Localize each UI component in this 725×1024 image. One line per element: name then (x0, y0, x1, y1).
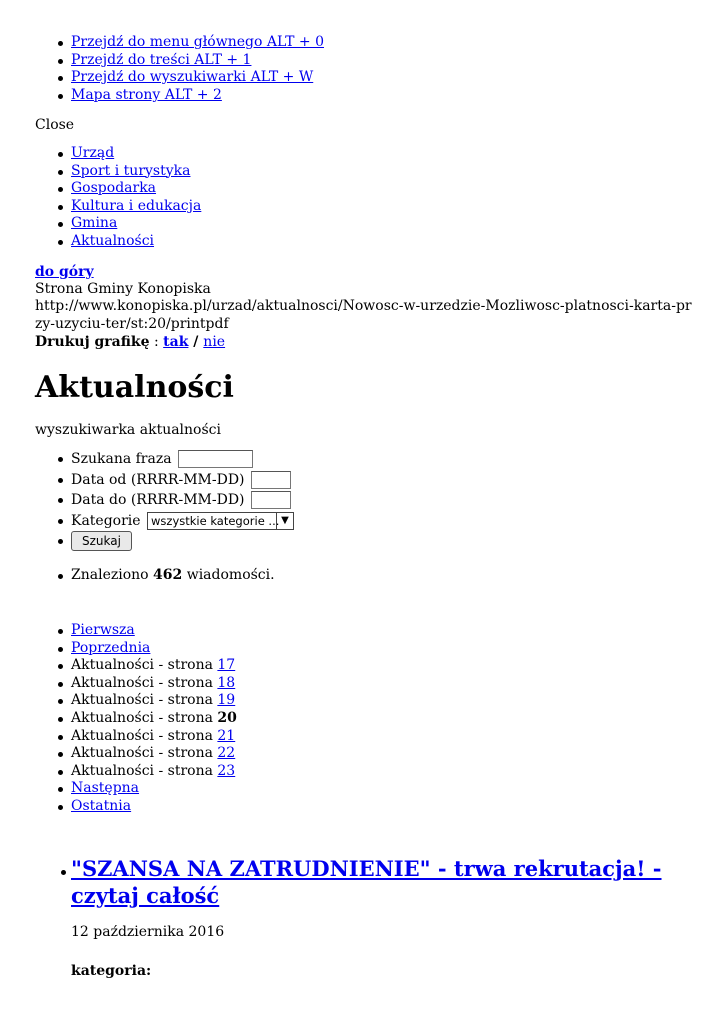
results-count: 462 (153, 567, 183, 583)
pager-item (71, 798, 237, 816)
pager-item (71, 710, 237, 728)
search-submit-button[interactable]: Szukaj (71, 531, 132, 551)
pager-page-prefix: Aktualności - strona (71, 727, 218, 744)
pager-item (71, 728, 237, 746)
news-title-link[interactable]: "SZANSA NA ZATRUDNIENIE" - trwa rekrutacja! - czytaj całość (71, 856, 662, 908)
search-phrase-row (71, 449, 294, 470)
results-summary (71, 567, 275, 585)
results-suffix: wiadomości. (182, 567, 275, 583)
news-bullet (61, 870, 66, 875)
pager-item (71, 622, 237, 640)
menu-item (71, 233, 201, 251)
pager-item (71, 640, 237, 658)
pager-current-page: 20 (217, 709, 237, 726)
print-sep-2: / (188, 334, 204, 350)
pager-page-17[interactable]: 17 (217, 657, 236, 674)
pager-item (71, 692, 237, 710)
pager-first-link[interactable]: Pierwsza (71, 622, 135, 638)
main-menu (71, 145, 201, 251)
to-top-wrapper (35, 264, 94, 281)
pager-page-prefix: Aktualności - strona (71, 657, 218, 674)
search-phrase-input[interactable] (178, 450, 253, 468)
results-prefix: Znaleziono (71, 567, 154, 583)
menu-item-aktualnosci[interactable]: Aktualności (71, 232, 155, 249)
category-selected-value: wszystkie kategorie ... (151, 513, 280, 528)
pager-page-23[interactable]: 23 (217, 762, 236, 779)
pagination (71, 622, 237, 816)
search-phrase-label: Szukana fraza (71, 451, 172, 467)
menu-item (71, 180, 201, 198)
skip-to-search-link[interactable]: Przejdź do wyszukiwarki ALT + W (71, 69, 314, 86)
pager-page-21[interactable]: 21 (217, 727, 236, 744)
skip-links (71, 34, 324, 104)
date-from-label: Data od (RRRR-MM-DD) (71, 471, 245, 488)
print-graphics-yes-link[interactable]: tak (163, 334, 189, 350)
skip-link-item (71, 69, 324, 87)
pager-item (71, 675, 237, 693)
date-to-row (71, 490, 294, 511)
pager-item (71, 745, 237, 763)
menu-item-gmina[interactable]: Gmina (71, 215, 118, 232)
news-item (71, 855, 691, 909)
page-title: Aktualności (35, 370, 234, 405)
site-name: Strona Gminy Konopiska (35, 281, 211, 297)
pager-page-22[interactable]: 22 (217, 745, 236, 762)
skip-to-menu-link[interactable]: Przejdź do menu głównego ALT + 0 (71, 34, 324, 50)
news-category-label: kategoria: (71, 963, 152, 979)
print-graphics-label: Drukuj grafikę (35, 334, 150, 350)
menu-item (71, 215, 201, 233)
pager-last-link[interactable]: Ostatnia (71, 797, 132, 814)
category-select[interactable] (147, 512, 294, 530)
category-label: Kategorie (71, 512, 141, 529)
dropdown-arrow-icon[interactable]: ▼ (276, 513, 293, 529)
pager-prev-link[interactable]: Poprzednia (71, 639, 151, 656)
pager-page-18[interactable]: 18 (217, 674, 236, 691)
pager-page-prefix: Aktualności - strona (71, 762, 218, 779)
skip-to-content-link[interactable]: Przejdź do treści ALT + 1 (71, 51, 252, 68)
menu-item-gospodarka[interactable]: Gospodarka (71, 180, 157, 197)
submit-row (71, 531, 294, 552)
menu-item-urzad[interactable]: Urząd (71, 145, 115, 161)
pager-item (71, 780, 237, 798)
menu-item-sport[interactable]: Sport i turystyka (71, 162, 191, 179)
pager-page-prefix: Aktualności - strona (71, 745, 218, 762)
print-graphics-no-link[interactable]: nie (203, 334, 226, 350)
search-title: wyszukiwarka aktualności (35, 422, 221, 438)
sitemap-link[interactable]: Mapa strony ALT + 2 (71, 86, 222, 103)
menu-item-kultura[interactable]: Kultura i edukacja (71, 197, 202, 214)
pager-page-prefix: Aktualności - strona (71, 709, 218, 726)
skip-link-item (71, 34, 324, 52)
menu-item (71, 145, 201, 163)
date-to-input[interactable] (251, 491, 291, 509)
pager-item (71, 657, 237, 675)
pager-page-prefix: Aktualności - strona (71, 692, 218, 709)
pager-item (71, 763, 237, 781)
menu-item (71, 198, 201, 216)
news-date: 12 października 2016 (71, 924, 225, 940)
menu-item (71, 163, 201, 181)
category-row (71, 511, 294, 532)
pager-page-prefix: Aktualności - strona (71, 674, 218, 691)
pager-next-link[interactable]: Następna (71, 780, 140, 797)
close-label[interactable]: Close (35, 117, 75, 133)
skip-link-item (71, 87, 324, 105)
date-to-label: Data do (RRRR-MM-DD) (71, 492, 245, 508)
results-item (71, 567, 275, 585)
print-sep-1: : (149, 334, 164, 350)
skip-link-item (71, 52, 324, 70)
search-form (71, 449, 294, 552)
to-top-link[interactable]: do góry (35, 264, 94, 280)
date-from-input[interactable] (251, 471, 291, 489)
pager-page-19[interactable]: 19 (217, 692, 236, 709)
print-url: http://www.konopiska.pl/urzad/aktualnosci/Nowosc-w-urzedzie-Mozliwosc-platnosci-karta-przy-uzyciu-ter/st:20/printpdf (35, 298, 692, 332)
print-graphics (35, 334, 225, 351)
date-from-row (71, 470, 294, 491)
